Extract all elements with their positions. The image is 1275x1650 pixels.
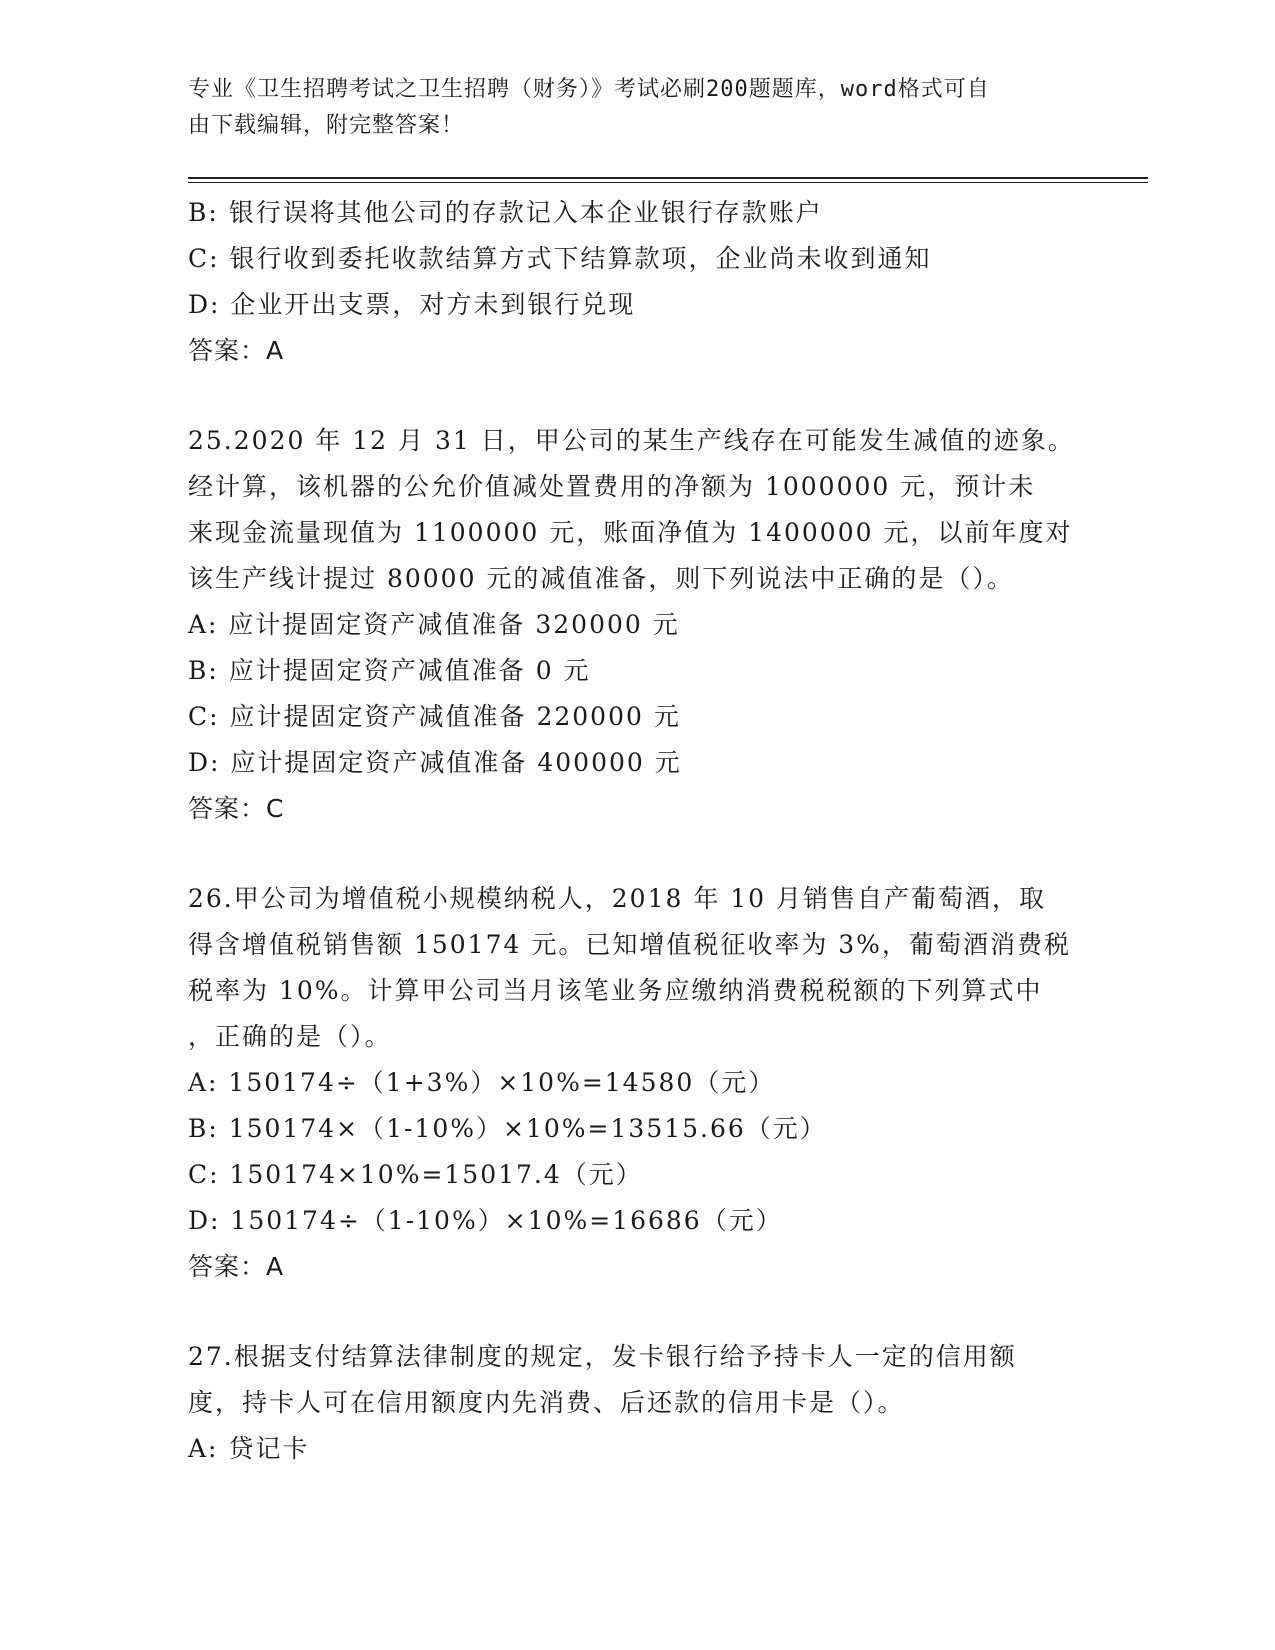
question-25 (188, 418, 1088, 832)
option-b: B: 应计提固定资产减值准备 0 元 (188, 656, 591, 685)
option-d: D: 150174÷（1-10%）×10%=16686（元） (188, 1206, 783, 1235)
option-c: C: 150174×10%=15017.4（元） (188, 1160, 643, 1189)
question-stem-line: 来现金流量现值为 1100000 元，账面净值为 1400000 元，以前年度对 (188, 518, 1073, 547)
question-stem-line: 税率为 10%。计算甲公司当月该笔业务应缴纳消费税税额的下列算式中 (188, 976, 1043, 1005)
option-c: C: 应计提固定资产减值准备 220000 元 (188, 702, 681, 731)
question-24-tail (188, 190, 1088, 374)
question-stem-line: 经计算，该机器的公允价值减处置费用的净额为 1000000 元，预计未 (188, 472, 1036, 501)
option-a: A: 贷记卡 (188, 1434, 310, 1463)
option-d: D: 应计提固定资产减值准备 400000 元 (188, 748, 682, 777)
spacer (188, 832, 1088, 876)
question-stem-line: 该生产线计提过 80000 元的减值准备，则下列说法中正确的是（）。 (188, 564, 1014, 593)
header-line-2: 由下载编辑，附完整答案！ (188, 113, 465, 138)
option-b: B: 150174×（1-10%）×10%=13515.66（元） (188, 1114, 827, 1143)
spacer (188, 374, 1088, 418)
answer: 答案：A (188, 1252, 285, 1281)
question-stem-line: 26.甲公司为增值税小规模纳税人，2018 年 10 月销售自产葡萄酒，取 (188, 884, 1047, 913)
answer: 答案：A (188, 336, 285, 365)
document-header (188, 72, 1088, 144)
option-b: B: 银行误将其他公司的存款记入本企业银行存款账户 (188, 198, 823, 227)
option-d: D: 企业开出支票，对方未到银行兑现 (188, 290, 636, 319)
question-stem-line: 25.2020 年 12 月 31 日，甲公司的某生产线存在可能发生减值的迹象。 (188, 426, 1075, 455)
option-a: A: 应计提固定资产减值准备 320000 元 (188, 610, 680, 639)
answer: 答案：C (188, 794, 285, 823)
question-stem-line: 得含增值税销售额 150174 元。已知增值税征收率为 3%，葡萄酒消费税 (188, 930, 1071, 959)
header-divider-thick (188, 177, 1148, 179)
question-stem-line: ，正确的是（）。 (188, 1022, 392, 1051)
question-stem-line: 度，持卡人可在信用额度内先消费、后还款的信用卡是（）。 (188, 1388, 905, 1417)
spacer (188, 1290, 1088, 1334)
option-c: C: 银行收到委托收款结算方式下结算款项，企业尚未收到通知 (188, 244, 932, 273)
header-divider-thin (188, 182, 1148, 183)
question-content (188, 190, 1088, 1472)
question-27 (188, 1334, 1088, 1472)
question-26 (188, 876, 1088, 1290)
option-a: A: 150174÷（1+3%）×10%=14580（元） (188, 1068, 776, 1097)
question-stem-line: 27.根据支付结算法律制度的规定，发卡银行给予持卡人一定的信用额 (188, 1342, 1017, 1371)
header-line-1: 专业《卫生招聘考试之卫生招聘（财务）》考试必刷200题题库，word格式可自 (188, 77, 990, 102)
